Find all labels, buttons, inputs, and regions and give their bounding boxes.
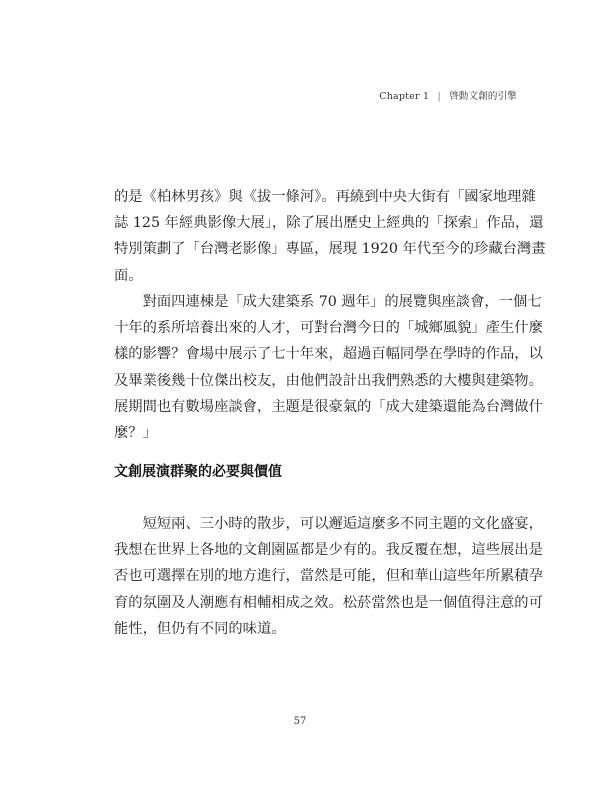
section-paragraph [114,511,543,642]
header-separator: | [437,91,441,102]
paragraph-1 [114,184,546,289]
paragraph-line: 特別策劃了「台灣老影像」專區，展現 1920 年代至今的珍藏台灣畫 [114,241,546,258]
chapter-title: 啓動文創的引擎 [449,91,517,102]
paragraph-line: 及畢業後幾十位傑出校友，由他們設計出我們熟悉的大樓與建築物。 [114,372,543,389]
chapter-label: Chapter 1 [379,91,430,102]
paragraph-line: 十年的系所培養出來的人才，可對台灣今日的「城鄉風貌」產生什麼 [114,320,543,337]
paragraph-line: 誌 125 年經典影像大展」，除了展出歷史上經典的「探索」作品，還 [114,215,544,232]
section-heading: 文創展演群聚的必要與價值 [114,464,282,480]
paragraph-line: 對面四連棟是「成大建築系 70 週年」的展覽與座談會，一個七 [114,294,542,310]
paragraph-line: 能性，但仍有不同的味道。 [114,620,286,637]
page-number: 57 [293,716,307,727]
paragraph-line: 展期間也有數場座談會，主題是很豪氣的「成大建築還能為台灣做什 [114,398,543,415]
paragraph-line: 面。 [114,267,143,284]
paragraph-2 [114,289,543,446]
paragraph-line: 的是《柏林男孩》與《拔一條河》。再繞到中央大街有「國家地理雜 [114,189,536,205]
paragraph-line: 否也可選擇在別的地方進行，當然是可能，但和華山這些年所累積孕 [114,568,543,585]
paragraph-line: 樣的影響？會場中展示了七十年來，超過百幅同學在學時的作品，以 [114,346,543,363]
paragraph-line: 短短兩、三小時的散步，可以邂逅這麼多不同主題的文化盛宴， [114,516,543,532]
paragraph-line: 我想在世界上各地的文創園區都是少有的。我反覆在想，這些展出是 [114,542,543,559]
running-header [379,88,517,102]
paragraph-line: 育的氛圍及人潮應有相輔相成之效。松菸當然也是一個值得注意的可 [114,594,543,611]
paragraph-line: 麼？」 [114,425,157,442]
